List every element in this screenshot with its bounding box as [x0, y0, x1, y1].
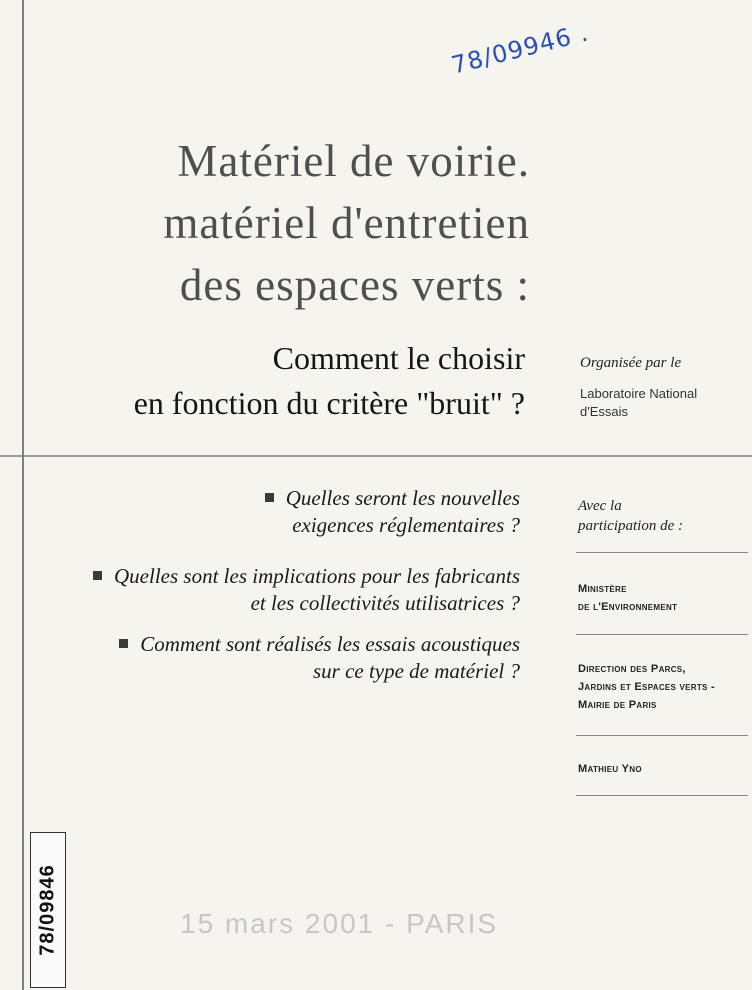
title-line: Matériel de voirie. [177, 136, 530, 186]
document-title [60, 130, 530, 316]
partner-line: Direction des Parcs, [578, 663, 686, 675]
event-date-location: 15 mars 2001 - PARIS [180, 908, 499, 939]
question-line: et les collectivités utilisatrices ? [250, 591, 520, 615]
subtitle-line: Comment le choisir [272, 340, 525, 376]
square-bullet-icon [93, 571, 102, 580]
organizer-name [580, 385, 750, 421]
archive-number: 78/09846 [36, 864, 59, 956]
participation-label [578, 496, 683, 536]
question-item [265, 485, 520, 539]
organizer-name-line: Laboratoire National [580, 386, 698, 401]
partner-separator [576, 795, 748, 796]
question-line: Quelles seront les nouvelles [285, 486, 520, 510]
square-bullet-icon [119, 639, 128, 648]
partner-separator [576, 735, 748, 736]
left-margin-rule [22, 0, 24, 990]
partner-line: Jardins et Espaces verts - [578, 681, 716, 693]
partner-line: Mathieu Yno [578, 763, 642, 775]
participation-label-line: participation de : [578, 518, 683, 534]
partner-separator [576, 634, 748, 635]
question-item [119, 631, 520, 685]
partner-item [578, 580, 750, 616]
partner-item [578, 760, 750, 778]
title-line: matériel d'entretien [163, 198, 530, 248]
participation-label-line: Avec la [578, 498, 622, 514]
partner-line: Ministère [578, 583, 627, 595]
subtitle-line: en fonction du critère "bruit" ? [133, 385, 525, 421]
archive-call-number-label [30, 832, 66, 988]
question-item [93, 563, 520, 617]
partner-line: Mairie de Paris [578, 699, 657, 711]
section-divider [0, 455, 752, 457]
title-line: des espaces verts : [179, 260, 530, 310]
square-bullet-icon [265, 493, 274, 502]
partner-item [578, 660, 750, 714]
question-line: exigences réglementaires ? [292, 513, 520, 537]
partner-line: de l'Environnement [578, 601, 678, 613]
organizer-label: Organisée par le [580, 355, 682, 371]
organizer-name-line: d'Essais [580, 404, 629, 419]
question-line: Comment sont réalisés les essais acoustiques [140, 632, 520, 656]
handwritten-reference-number: 78/09946 . [448, 18, 592, 80]
document-subtitle [0, 336, 525, 426]
question-line: sur ce type de matériel ? [312, 659, 520, 683]
question-line: Quelles sont les implications pour les fabricants [114, 564, 520, 588]
partner-separator [576, 552, 748, 553]
